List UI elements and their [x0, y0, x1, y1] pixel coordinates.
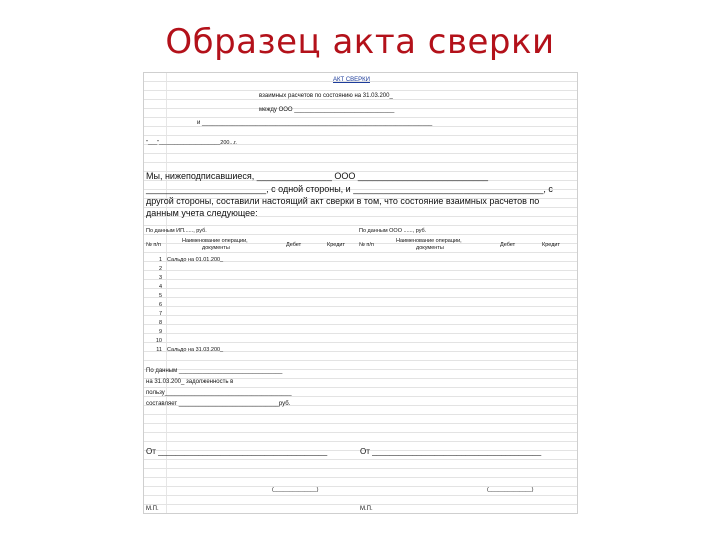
right-col-name-2: документы [416, 245, 444, 251]
intro-line-2: ________________________, с одной стороны, и ______________________________________, с [146, 184, 553, 194]
left-col-name-2: документы [202, 245, 230, 251]
stamp-right: М.П. [360, 506, 373, 512]
row-number: 2 [158, 266, 162, 272]
left-col-num: № п/п [146, 242, 161, 248]
footer-line-3: пользу______________________________________ [146, 390, 292, 396]
right-col-debit: Дебет [500, 242, 516, 248]
row-number: 5 [158, 293, 162, 299]
right-col-name-1: Наименование операции, [396, 238, 462, 244]
row-number: 8 [158, 320, 162, 326]
row-number: 1 [158, 257, 162, 263]
from-left: От ______________________________________ [146, 447, 328, 456]
saldo-end: Сальдо на 31.03.200_ [167, 347, 224, 353]
row-number: 10 [155, 338, 162, 344]
row-number: 6 [158, 302, 162, 308]
left-table-title: По данным ИП......, руб. [146, 228, 207, 234]
act-line-1: взаимных расчетов по состоянию на 31.03.200_ [259, 93, 393, 99]
act-document [143, 72, 578, 514]
intro-line-4: данным учета следующее: [146, 208, 258, 218]
act-line-2: между ООО ______________________________ [259, 107, 395, 113]
signature-right: (______________) [487, 487, 534, 493]
footer-line-2: на 31.03.200_ задолженность в [146, 379, 234, 385]
act-header: АКТ СВЕРКИ [333, 77, 370, 83]
left-col-debit: Дебет [286, 242, 302, 248]
row-number: 3 [158, 275, 162, 281]
act-line-3: и _____________________________________________________________________ [197, 120, 433, 126]
footer-line-1: По данным _______________________________ [146, 368, 283, 374]
footer-line-4: составляет ______________________________руб. [146, 401, 291, 407]
right-col-num: № п/п [359, 242, 374, 248]
right-col-credit: Кредит [542, 242, 561, 248]
from-right: От ______________________________________ [360, 447, 542, 456]
stamp-left: М.П. [146, 506, 159, 512]
left-col-credit: Кредит [327, 242, 346, 248]
saldo-start: Сальдо на 01.01.200_ [167, 257, 224, 263]
slide-title: Образец акта сверки [165, 22, 555, 62]
right-table-title: По данным ООО ......, руб. [359, 228, 427, 234]
signature-left: (______________) [272, 487, 319, 493]
intro-line-1: Мы, нижеподписавшиеся, _______________ ООО __________________________ [146, 171, 488, 181]
row-number: 7 [158, 311, 162, 317]
intro-line-3: другой стороны, составили настоящий акт сверки в том, что состояние взаимных расчетов по [146, 196, 540, 206]
left-col-name-1: Наименование операции, [182, 238, 248, 244]
row-number: 9 [158, 329, 162, 335]
row-number: 11 [156, 347, 162, 353]
act-date-line: "___"____________________200...г. [146, 140, 237, 146]
row-number: 4 [158, 284, 162, 290]
